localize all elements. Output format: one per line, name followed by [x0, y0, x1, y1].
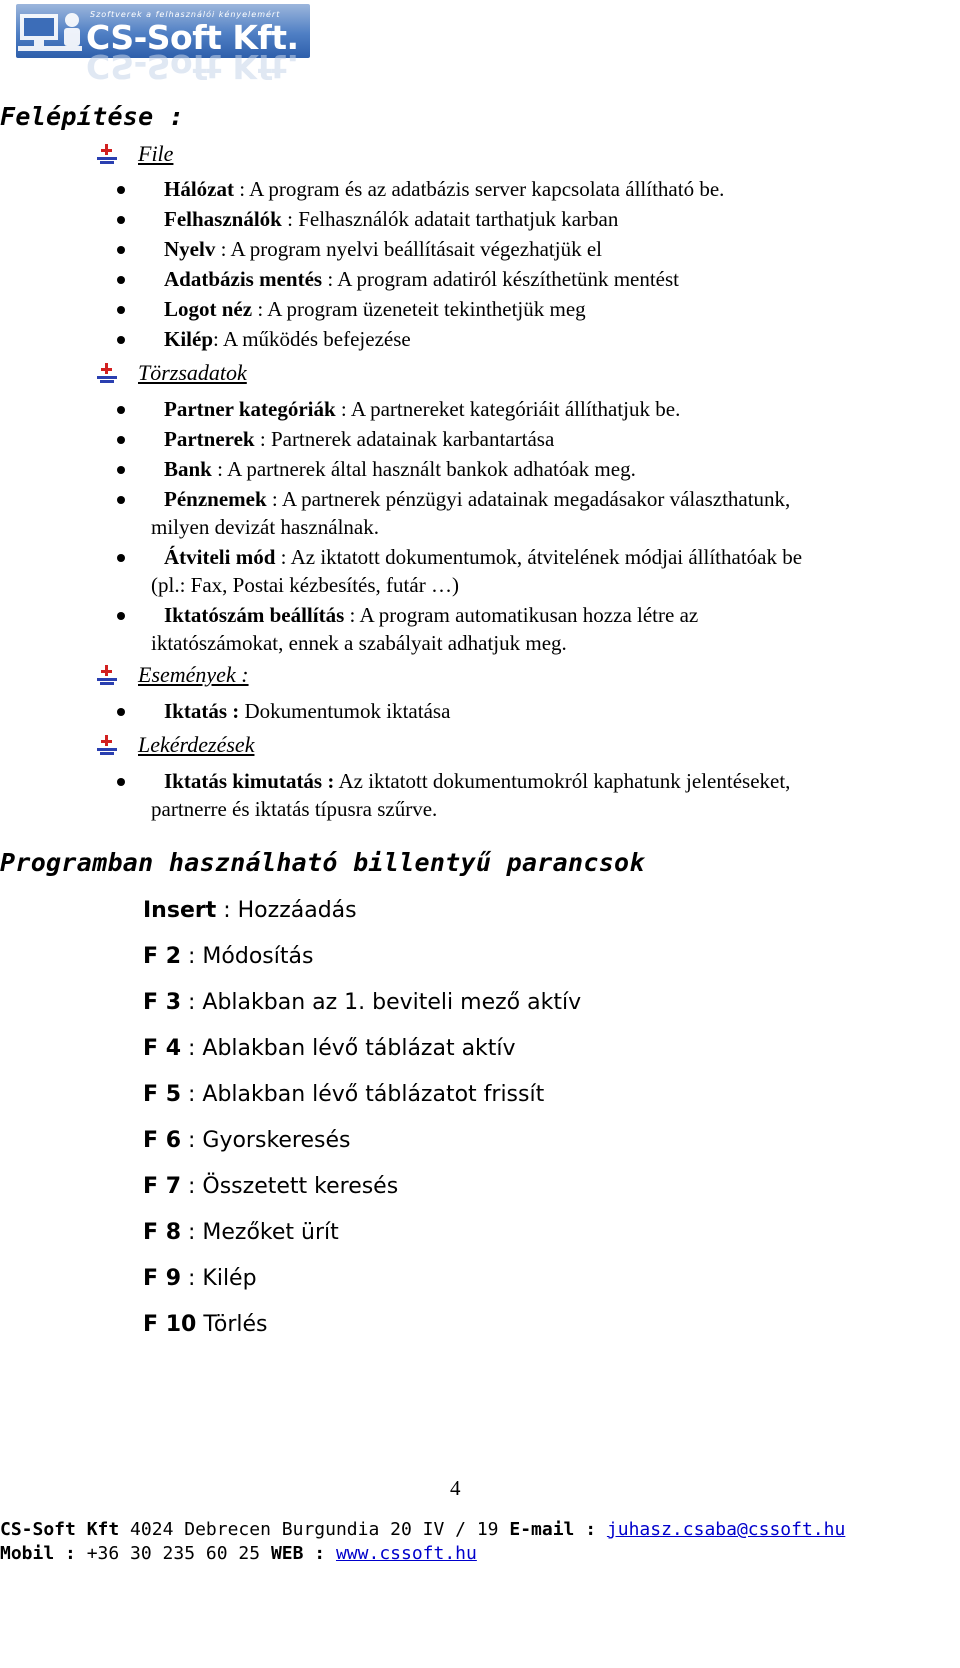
shortcut-row: F 10 Törlés	[143, 1312, 268, 1337]
shortcut-row: F 6 : Gyorskeresés	[143, 1128, 351, 1153]
list-item: Kilép: A működés befejezése	[164, 327, 411, 351]
bullet	[117, 466, 125, 474]
bullet	[117, 186, 125, 194]
footer-line-1	[0, 1519, 845, 1540]
list-item: Partnerek : Partnerek adatainak karbantartása	[164, 427, 555, 451]
footer-mobile: +36 30 235 60 25	[75, 1543, 271, 1564]
logo-desk-icon	[16, 4, 88, 64]
shortcut-row: F 5 : Ablakban lévő táblázatot frissít	[143, 1082, 545, 1107]
section-title-queries: Lekérdezések	[138, 732, 255, 757]
page-number: 4	[450, 1476, 461, 1500]
section-arrow-icon	[96, 664, 118, 686]
shortcut-row: F 9 : Kilép	[143, 1266, 257, 1291]
structure-heading: Felépítése :	[0, 102, 185, 131]
list-item-continuation: partnerre és iktatás típusra szűrve.	[151, 797, 438, 821]
list-item: Felhasználók : Felhasználók adatait tarthatjuk karban	[164, 207, 619, 231]
bullet	[117, 778, 125, 786]
logo-tagline: Szoftverek a felhasználói kényelemért	[90, 10, 281, 19]
section-title-events: Események :	[138, 662, 249, 687]
bullet	[117, 246, 125, 254]
shortcut-row: Insert : Hozzáadás	[143, 898, 357, 923]
shortcut-row: F 8 : Mezőket ürít	[143, 1220, 339, 1245]
list-item-continuation: milyen devizát használnak.	[151, 515, 379, 539]
bullet	[117, 708, 125, 716]
bullet	[117, 276, 125, 284]
list-item: Pénznemek : A partnerek pénzügyi adatainak megadásakor választhatunk,	[164, 487, 791, 511]
section-arrow-icon	[96, 362, 118, 384]
list-item-continuation: (pl.: Fax, Postai kézbesítés, futár …)	[151, 573, 459, 597]
footer-web-label: WEB :	[270, 1543, 326, 1564]
list-item: Adatbázis mentés : A program adatiról készíthetünk mentést	[164, 267, 680, 291]
shortcut-row: F 3 : Ablakban az 1. beviteli mező aktív	[143, 990, 582, 1015]
bullet	[117, 406, 125, 414]
bullet	[117, 554, 125, 562]
footer-mobile-label: Mobil :	[0, 1543, 76, 1564]
list-item: Partner kategóriák : A partnereket kategóriáit állíthatjuk be.	[164, 397, 681, 421]
company-logo	[16, 4, 310, 96]
list-item: Iktatás kimutatás : Az iktatott dokumentumokról kaphatunk jelentéseket,	[164, 769, 791, 793]
section-title-master-data: Törzsadatok	[138, 360, 247, 385]
list-item: Iktatószám beállítás : A program automatikusan hozza létre az	[164, 603, 699, 627]
footer-company: CS-Soft Kft	[0, 1519, 120, 1540]
logo-name: CS-Soft Kft.	[86, 18, 299, 57]
list-item-continuation: iktatószámokat, ennek a szabályait adhatjuk meg.	[151, 631, 567, 655]
shortcut-row: F 2 : Módosítás	[143, 944, 314, 969]
bullet	[117, 496, 125, 504]
shortcut-row: F 4 : Ablakban lévő táblázat aktív	[143, 1036, 516, 1061]
bullet	[117, 306, 125, 314]
shortcut-row: F 7 : Összetett keresés	[143, 1174, 399, 1199]
footer-line-2	[0, 1543, 477, 1564]
list-item: Nyelv : A program nyelvi beállításait végezhatjük el	[164, 237, 602, 261]
section-arrow-icon	[96, 143, 118, 165]
list-item: Hálózat : A program és az adatbázis server kapcsolata állítható be.	[164, 177, 725, 201]
bullet	[117, 612, 125, 620]
bullet	[117, 216, 125, 224]
list-item: Bank : A partnerek által használt bankok adhatóak meg.	[164, 457, 636, 481]
footer-email-link[interactable]: juhasz.csaba@cssoft.hu	[606, 1519, 846, 1540]
bullet	[117, 436, 125, 444]
section-arrow-icon	[96, 734, 118, 756]
section-title-file: File	[138, 141, 174, 166]
list-item: Logot néz : A program üzeneteit tekinthetjük meg	[164, 297, 586, 321]
bullet	[117, 336, 125, 344]
list-item: Iktatás : Dokumentumok iktatása	[164, 699, 451, 723]
footer-email-label: E-mail :	[509, 1519, 597, 1540]
shortcuts-heading: Programban használható billentyű parancsok	[0, 848, 645, 877]
list-item: Átviteli mód : Az iktatott dokumentumok, átvitelének módjai állíthatóak be	[164, 545, 803, 569]
footer-web-link[interactable]: www.cssoft.hu	[335, 1543, 477, 1564]
footer-address: 4024 Debrecen Burgundia 20 IV / 19	[119, 1519, 510, 1540]
logo-reflection: CS-Soft Kft.	[86, 47, 299, 86]
